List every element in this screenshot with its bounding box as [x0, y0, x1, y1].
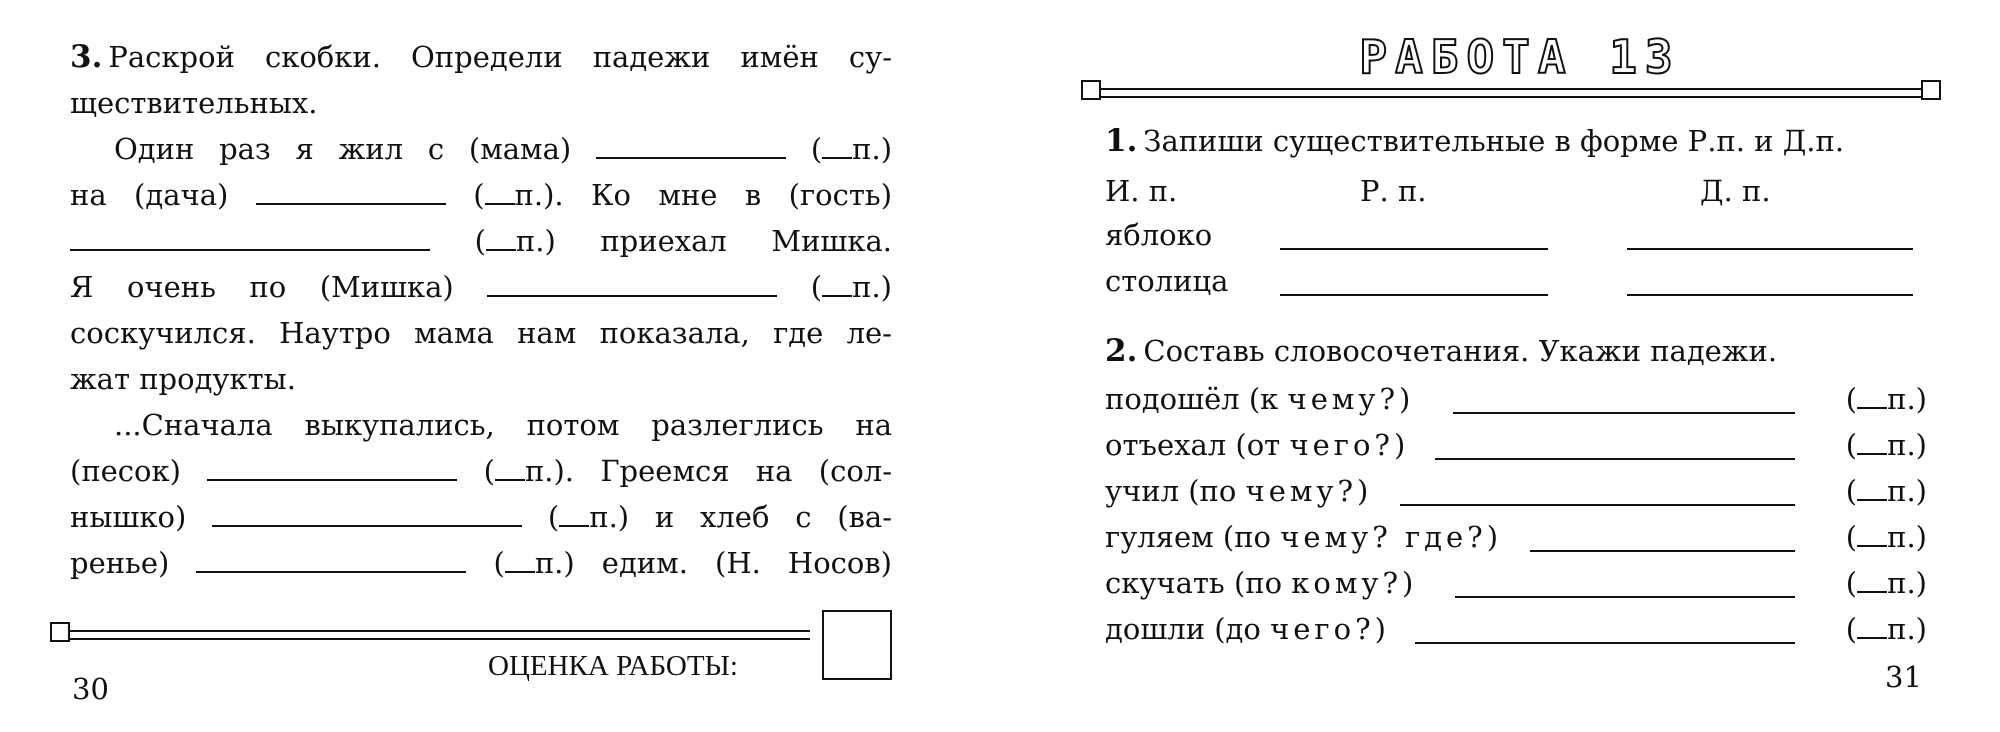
- exercise-3: [70, 34, 892, 586]
- text-line-5: соскучился. Наутро мама нам показала, где ле-: [70, 316, 892, 350]
- page-number-left: 30: [72, 672, 109, 706]
- exercise-1-headers: [1105, 168, 1927, 214]
- case-blank[interactable]: [1857, 429, 1887, 455]
- case-blank[interactable]: [559, 501, 589, 527]
- phrase-row-2: [1105, 422, 1927, 468]
- exercise-1-row-2: [1105, 258, 1927, 304]
- phrase-row-4: [1105, 514, 1927, 560]
- answer-blank[interactable]: [70, 219, 430, 251]
- case-answer: ( п.): [1845, 428, 1927, 462]
- answer-blank[interactable]: [256, 173, 446, 205]
- phrase-label: учил (по чему?): [1105, 474, 1369, 508]
- case-blank[interactable]: [1857, 383, 1887, 409]
- text-line-8: (песок) ( п.). Греемся на (сол-: [70, 448, 892, 494]
- phrase-blank[interactable]: [1455, 596, 1795, 598]
- case-blank[interactable]: [495, 455, 525, 481]
- case-answer: ( п.): [1845, 612, 1927, 646]
- exercise-2-instruction: 2. Составь словосочетания. Укажи падежи.: [1105, 333, 1778, 369]
- case-blank[interactable]: [822, 133, 852, 159]
- phrase-row-5: [1105, 560, 1927, 606]
- case-answer: ( п.): [1845, 566, 1927, 600]
- grade-label: ОЦЕНКА РАБОТЫ:: [488, 650, 738, 682]
- phrase-row-6: [1105, 606, 1927, 652]
- rule-end-square: [1921, 80, 1941, 100]
- exercise-1-row-1: [1105, 212, 1927, 258]
- phrase-row-3: [1105, 468, 1927, 514]
- text-line-4: Я очень по (Мишка) ( п.): [70, 264, 892, 310]
- case-blank[interactable]: [1857, 475, 1887, 501]
- right-page: [1105, 0, 1935, 732]
- case-blank[interactable]: [1857, 613, 1887, 639]
- case-blank[interactable]: [486, 225, 516, 251]
- text-line-6: жат продукты.: [70, 362, 296, 396]
- header-nominative: И. п.: [1105, 174, 1178, 208]
- answer-blank[interactable]: [487, 265, 777, 297]
- exercise-2-number: 2.: [1105, 333, 1138, 369]
- genitive-blank[interactable]: [1280, 248, 1548, 250]
- bottom-rule: [50, 620, 810, 648]
- left-page: [70, 0, 900, 732]
- case-blank[interactable]: [485, 179, 515, 205]
- phrase-row-1: [1105, 376, 1927, 422]
- exercise-1-number: 1.: [1105, 123, 1138, 159]
- text-line-9: нышко) ( п.) и хлеб с (ва-: [70, 494, 892, 540]
- rule-bar: [1101, 88, 1921, 98]
- word-label: столица: [1105, 264, 1229, 298]
- phrase-blank[interactable]: [1400, 504, 1795, 506]
- phrase-blank[interactable]: [1415, 642, 1795, 644]
- phrase-blank[interactable]: [1435, 458, 1795, 460]
- exercise-3-number: 3.: [70, 39, 103, 75]
- rule-end-square: [1081, 80, 1101, 100]
- phrase-label: отъехал (от чего?): [1105, 428, 1406, 462]
- phrase-label: дошли (до чего?): [1105, 612, 1386, 646]
- text-line-2: на (дача) ( п.). Ко мне в (гость): [70, 172, 892, 218]
- phrase-label: гуляем (по чему? где?): [1105, 520, 1499, 554]
- dative-blank[interactable]: [1627, 294, 1913, 296]
- case-answer: ( п.): [1845, 382, 1927, 416]
- answer-blank[interactable]: [207, 449, 457, 481]
- rule-bar: [70, 630, 810, 640]
- case-blank[interactable]: [822, 271, 852, 297]
- page-title: РАБОТА 13: [1359, 30, 1681, 84]
- exercise-3-instruction-line1: 3. Раскрой скобки. Определи падежи имён су-: [70, 39, 892, 75]
- text-line-7: ...Сначала выкупались, потом разлеглись на: [114, 408, 892, 442]
- header-genitive: Р. п.: [1360, 174, 1427, 208]
- grade-box[interactable]: [822, 610, 892, 680]
- genitive-blank[interactable]: [1280, 294, 1548, 296]
- text-line-10: ренье) ( п.) едим. (Н. Носов): [70, 540, 892, 586]
- text-line-3: ( п.) приехал Мишка.: [70, 218, 892, 264]
- phrase-blank[interactable]: [1530, 550, 1795, 552]
- exercise-3-instruction-line2: ществительных.: [70, 86, 318, 120]
- answer-blank[interactable]: [212, 495, 522, 527]
- dative-blank[interactable]: [1627, 248, 1913, 250]
- exercise-1-instruction: 1. Запиши существительные в форме Р.п. и Д.п.: [1105, 123, 1845, 159]
- phrase-label: скучать (по кому?): [1105, 566, 1414, 600]
- title-rule: [1081, 78, 1941, 106]
- answer-blank[interactable]: [596, 127, 786, 159]
- case-blank[interactable]: [1857, 567, 1887, 593]
- text-line-1: Один раз я жил с (мама) ( п.): [70, 126, 892, 172]
- case-answer: ( п.): [1845, 474, 1927, 508]
- answer-blank[interactable]: [196, 541, 466, 573]
- phrase-blank[interactable]: [1453, 412, 1795, 414]
- case-blank[interactable]: [505, 547, 535, 573]
- case-answer: ( п.): [1845, 520, 1927, 554]
- word-label: яблоко: [1105, 218, 1213, 252]
- phrase-label: подошёл (к чему?): [1105, 382, 1411, 416]
- case-blank[interactable]: [1857, 521, 1887, 547]
- rule-end-square: [50, 622, 70, 642]
- page-number-right: 31: [1885, 660, 1922, 694]
- header-dative: Д. п.: [1700, 174, 1771, 208]
